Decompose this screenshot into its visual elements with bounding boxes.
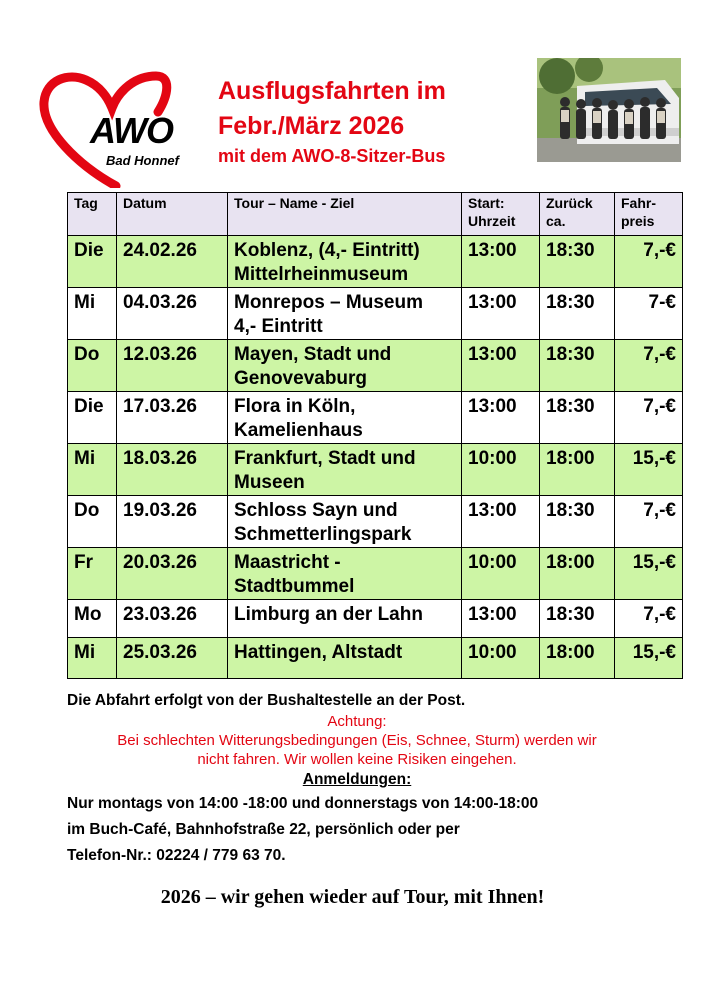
table-row [68, 288, 683, 340]
warning-line-2: nicht fahren. Wir wollen keine Risiken eingehen. [197, 751, 517, 768]
table-row [68, 392, 683, 444]
cell-start: 13:00 [462, 392, 540, 444]
cell-datum: 19.03.26 [117, 496, 228, 548]
cell-datum: 23.03.26 [117, 600, 228, 638]
header-preis: Fahr- preis [615, 193, 683, 236]
cell-start: 13:00 [462, 340, 540, 392]
bus-group-photo [537, 58, 681, 162]
table-row [68, 444, 683, 496]
cell-tour: Frankfurt, Stadt und Museen [228, 444, 462, 496]
cell-tour: Flora in Köln, Kamelienhaus [228, 392, 462, 444]
table-row [68, 236, 683, 288]
header-datum: Datum [117, 193, 228, 236]
cell-start: 10:00 [462, 444, 540, 496]
contact-line-3: Telefon-Nr.: 02224 / 779 63 70. [67, 847, 286, 864]
cell-datum: 12.03.26 [117, 340, 228, 392]
footer-slogan: 2026 – wir gehen wieder auf Tour, mit Ihnen! [160, 886, 545, 908]
cell-tag: Mi [68, 288, 117, 340]
header-tag: Tag [68, 193, 117, 236]
cell-preis: 15,-€ [615, 444, 683, 496]
info-section [67, 690, 647, 869]
cell-preis: 7,-€ [615, 600, 683, 638]
awo-logo [38, 70, 218, 188]
cell-datum: 18.03.26 [117, 444, 228, 496]
cell-zurueck: 18:00 [540, 548, 615, 600]
registration-heading: Anmeldungen: [302, 771, 412, 788]
table-row [68, 340, 683, 392]
warning-heading: Achtung: [327, 713, 387, 730]
contact-line-2: im Buch-Café, Bahnhofstraße 22, persönlich oder per [67, 821, 460, 838]
cell-datum: 20.03.26 [117, 548, 228, 600]
header-start: Start: Uhrzeit [462, 193, 540, 236]
cell-zurueck: 18:00 [540, 444, 615, 496]
cell-zurueck: 18:00 [540, 638, 615, 679]
cell-tag: Die [68, 392, 117, 444]
table-row [68, 548, 683, 600]
cell-tag: Mo [68, 600, 117, 638]
cell-datum: 25.03.26 [117, 638, 228, 679]
cell-preis: 15,-€ [615, 638, 683, 679]
cell-tag: Mi [68, 638, 117, 679]
cell-tour: Limburg an der Lahn [228, 600, 462, 638]
cell-start: 13:00 [462, 236, 540, 288]
cell-tour: Monrepos – Museum 4,- Eintritt [228, 288, 462, 340]
cell-datum: 17.03.26 [117, 392, 228, 444]
cell-zurueck: 18:30 [540, 496, 615, 548]
title-line-2: Febr./März 2026 [218, 112, 405, 140]
cell-tag: Mi [68, 444, 117, 496]
cell-preis: 7,-€ [615, 496, 683, 548]
cell-zurueck: 18:30 [540, 340, 615, 392]
cell-start: 10:00 [462, 548, 540, 600]
cell-preis: 15,-€ [615, 548, 683, 600]
cell-tour: Schloss Sayn und Schmetterlingspark [228, 496, 462, 548]
header-tour: Tour – Name - Ziel [228, 193, 462, 236]
cell-zurueck: 18:30 [540, 236, 615, 288]
table-row [68, 600, 683, 638]
contact-line-1: Nur montags von 14:00 -18:00 und donnerstags von 14:00-18:00 [67, 795, 539, 812]
logo-brand: AWO [90, 110, 173, 151]
cell-tour: Mayen, Stadt und Genovevaburg [228, 340, 462, 392]
header-zurueck: Zurück ca. [540, 193, 615, 236]
cell-tour: Hattingen, Altstadt [228, 638, 462, 679]
tours-table [67, 192, 683, 679]
cell-start: 13:00 [462, 496, 540, 548]
cell-tag: Fr [68, 548, 117, 600]
title-line-1: Ausflugsfahrten im [218, 77, 446, 105]
cell-preis: 7,-€ [615, 392, 683, 444]
title-line-3: mit dem AWO-8-Sitzer-Bus [218, 146, 446, 166]
cell-datum: 04.03.26 [117, 288, 228, 340]
departure-note: Die Abfahrt erfolgt von der Bushaltestelle an der Post. [67, 692, 466, 709]
cell-start: 10:00 [462, 638, 540, 679]
cell-zurueck: 18:30 [540, 288, 615, 340]
table-header-row [68, 193, 683, 236]
cell-start: 13:00 [462, 600, 540, 638]
cell-preis: 7-€ [615, 288, 683, 340]
cell-tour: Koblenz, (4,- Eintritt) Mittelrheinmuseum [228, 236, 462, 288]
logo-city: Bad Honnef [106, 153, 179, 168]
cell-tour: Maastricht - Stadtbummel [228, 548, 462, 600]
cell-start: 13:00 [462, 288, 540, 340]
cell-tag: Do [68, 340, 117, 392]
cell-datum: 24.02.26 [117, 236, 228, 288]
cell-preis: 7,-€ [615, 236, 683, 288]
warning-line-1: Bei schlechten Witterungsbedingungen (Eis, Schnee, Sturm) werden wir [117, 732, 597, 749]
cell-tag: Die [68, 236, 117, 288]
cell-tag: Do [68, 496, 117, 548]
table-row [68, 638, 683, 679]
page-title [218, 74, 446, 168]
cell-preis: 7,-€ [615, 340, 683, 392]
cell-zurueck: 18:30 [540, 600, 615, 638]
table-row [68, 496, 683, 548]
cell-zurueck: 18:30 [540, 392, 615, 444]
